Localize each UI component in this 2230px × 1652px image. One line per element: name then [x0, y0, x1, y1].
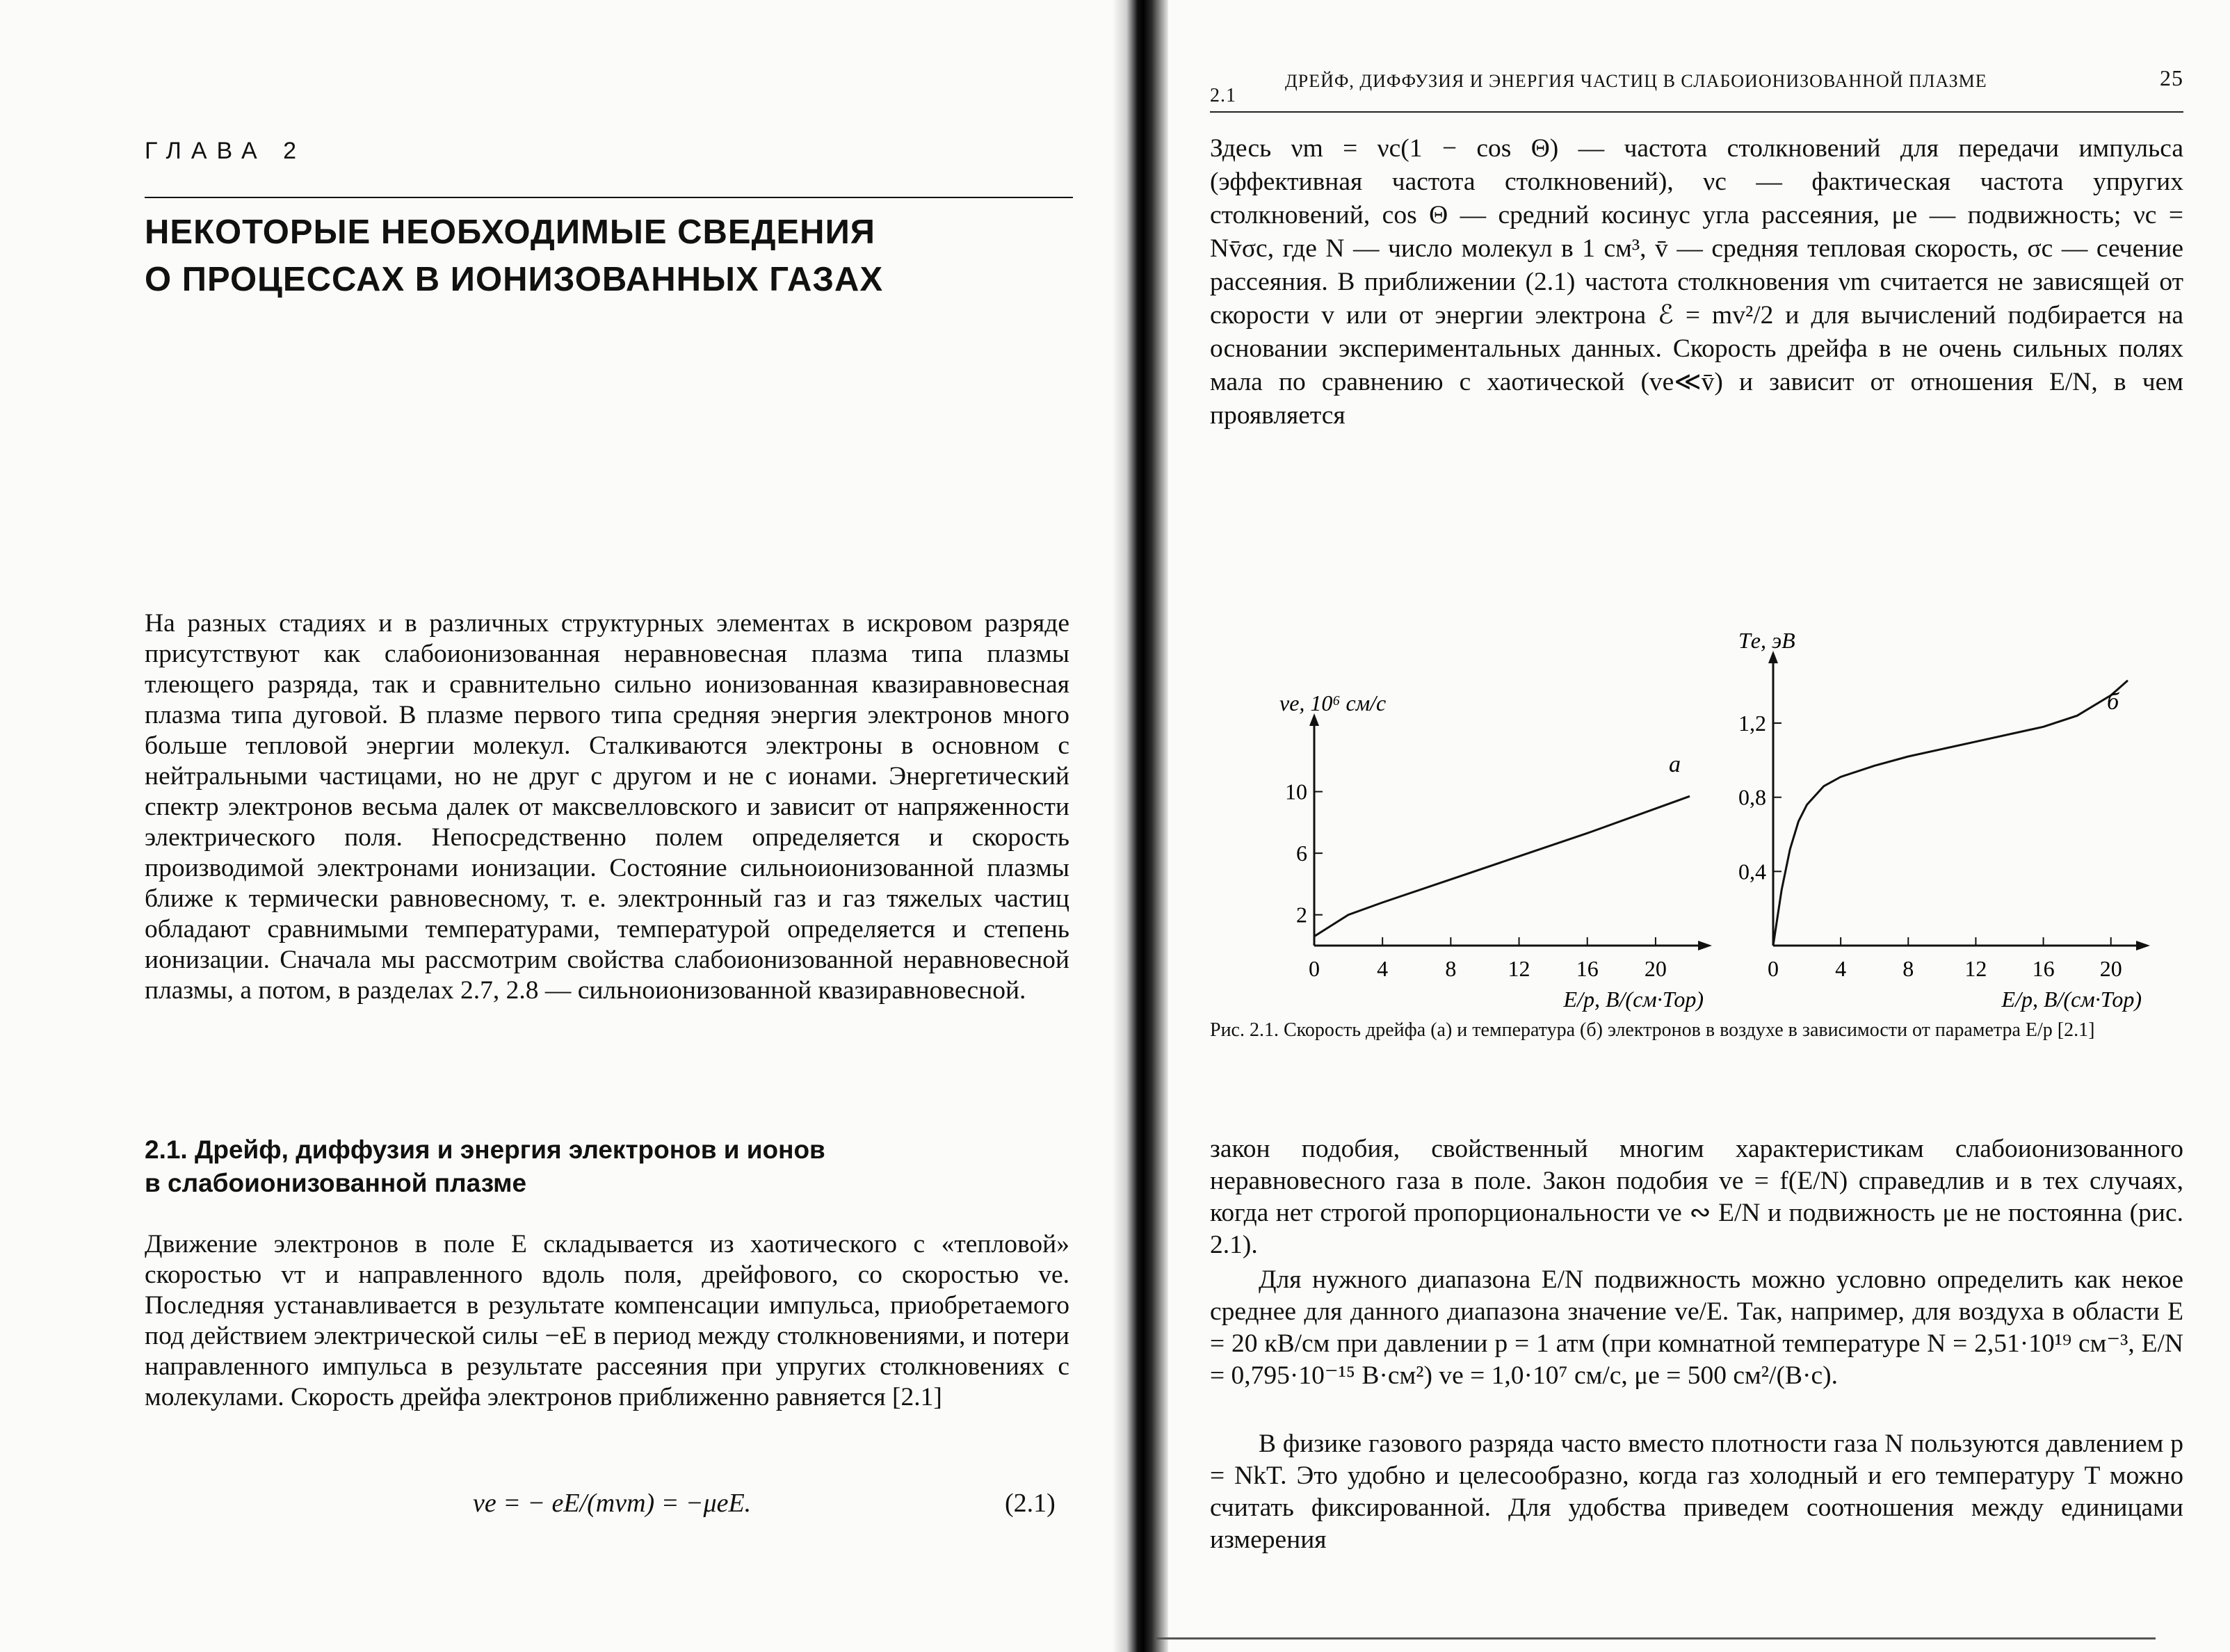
- page-number: 25: [2160, 65, 2183, 90]
- right-page: [1154, 0, 2230, 1652]
- x-tick-label: 12: [1964, 956, 1987, 981]
- x-axis-label: E/p, В/(см·Тор): [1563, 987, 1704, 1012]
- figure-caption: Рис. 2.1. Скорость дрейфа (а) и температура (б) электронов в воздухе в зависимости от параметра E/p [2.1]: [1210, 1019, 2095, 1041]
- x-tick-label: 20: [1644, 956, 1667, 981]
- chapter-divider: [145, 197, 1073, 198]
- x-tick-label: 8: [1445, 956, 1457, 981]
- chart-drift-velocity: [1279, 690, 1712, 1012]
- right-paragraph-3: Для нужного диапазона E/N подвижность можно условно определить как некое среднее для данного диапазона значение vе/E. Так, например, для воздуха в области E = 20 кВ/см при давлении p = 1 атм (при комнатной температуре N = 2,51·10¹⁹ см⁻³, E/N = 0,795·10⁻¹⁵ В·см²) vе = 1,0·10⁷ см/с, μе = 500 см²/(В·с).: [1210, 1265, 2183, 1390]
- y-axis-label: vе, 10⁶ см/с: [1279, 690, 1387, 715]
- x-tick-label: 20: [2099, 956, 2122, 981]
- x-tick-label: 4: [1377, 956, 1389, 981]
- drift-paragraph: Движение электронов в поле E складывается из хаотического с «тепловой» скоростью vт и направленного вдоль поля, дрейфового, со скоростью vе. Последняя устанавливается в результате компенсации импульса, приобретаемого под действием электрической силы −eE в период между столкновениями, и потери направленного импульса в результате рассеяния при упругих столкновениях с молекулами. Скорость дрейфа электронов приближенно равняется [2.1]: [145, 1230, 1069, 1411]
- intro-paragraph: На разных стадиях и в различных структурных элементах в искровом разряде присутствуют как слабоионизованная неравновесная плазма типа плазмы тлеющего разряда, так и сравнительно сильно ионизованная квазиравновесная плазма типа дуговой. В плазме первого типа средняя энергия электронов много больше тепловой энергии молекул. Сталкиваются электроны в основном с нейтральными частицами, но не друг с другом и не с ионами. Энергетический спектр электронов весьма далек от максвелловского и зависит от напряженности электрического поля. Непосредственно полем определяется и скорость производимой электронами ионизации. Состояние сильноионизованной плазмы ближе к термически равновесному, т. е. электронный газ и газ тяжелых частиц обладают сравнимыми температурами, температурой определяется и степень ионизации. Сначала мы рассмотрим свойства слабоионизованной неравновесной плазмы, а потом, в разделах 2.7, 2.8 — сильноионизованной квазиравновесной.: [145, 609, 1069, 1005]
- panel-label: а: [1669, 752, 1681, 777]
- y-axis-label: Tе, эВ: [1738, 628, 1795, 653]
- running-head-section: 2.1: [1210, 85, 1236, 106]
- section-heading-line2: в слабоионизованной плазме: [145, 1169, 527, 1197]
- x-tick-label: 16: [2032, 956, 2055, 981]
- x-axis-arrow: [2136, 941, 2150, 950]
- panel-label: б: [2107, 689, 2119, 715]
- y-tick-label: 0,4: [1738, 859, 1766, 884]
- y-tick-label: 2: [1296, 902, 1307, 928]
- x-tick-label: 16: [1576, 956, 1599, 981]
- y-tick-label: 10: [1285, 779, 1307, 804]
- drift-formula: vе = − eE/(mνm) = −μеE.: [473, 1489, 752, 1518]
- x-axis-label: E/p, В/(см·Тор): [2001, 987, 2142, 1012]
- right-paragraph-4: В физике газового разряда часто вместо плотности газа N пользуются давлением p = NkT. Это удобно и целесообразно, когда газ холодный и его температуру T можно считать фиксированной. Для удобства приведем соотношения между единицами измерения: [1210, 1430, 2183, 1554]
- figure-2-1: [1203, 501, 2190, 1015]
- chapter-title-line1: НЕКОТОРЫЕ НЕОБХОДИМЫЕ СВЕДЕНИЯ: [145, 213, 876, 251]
- right-paragraph-1: Здесь νm = νc(1 − cos Θ) — частота столкновений для передачи импульса (эффективная частота столкновений), νc — фактическая частота упругих столкновений, cos Θ — средний косинус угла рассеяния, μе — подвижность; νc = Nv̄σc, где N — число молекул в 1 см³, v̄ — средняя тепловая скорость, σc — сечение рассеяния. В приближении (2.1) частота столкновения νm считается не зависящей от скорости v или от энергии электрона ℰ = mv²/2 и для вычислений подбирается на основании экспериментальных данных. Скорость дрейфа в не очень сильных полях мала по сравнению с хаотической (vе≪v̄) и зависит от отношения E/N, в чем проявляется: [1210, 134, 2183, 430]
- formula-number: (2.1): [1005, 1489, 1056, 1518]
- chapter-label: ГЛАВА 2: [145, 138, 307, 164]
- chart-electron-temperature: [1738, 628, 2150, 1012]
- section-heading: [145, 1133, 1069, 1200]
- data-curve: [1314, 796, 1690, 937]
- running-head-rule: [1210, 111, 2183, 113]
- chapter-title-line2: О ПРОЦЕССАХ В ИОНИЗОВАННЫХ ГАЗАХ: [145, 261, 884, 298]
- chapter-title: [145, 209, 883, 303]
- x-tick-label: 0: [1309, 956, 1320, 981]
- x-tick-label: 12: [1508, 956, 1530, 981]
- y-tick-label: 6: [1296, 841, 1307, 866]
- x-axis-arrow: [1698, 941, 1712, 950]
- x-tick-label: 4: [1835, 956, 1847, 981]
- section-heading-line1: 2.1. Дрейф, диффузия и энергия электронов и ионов: [145, 1135, 825, 1164]
- bottom-page-edge: [1154, 1637, 2156, 1639]
- data-curve: [1773, 681, 2128, 946]
- x-tick-label: 8: [1902, 956, 1914, 981]
- y-tick-label: 0,8: [1738, 784, 1766, 810]
- x-tick-label: 0: [1768, 956, 1779, 981]
- running-head-title: ДРЕЙФ, ДИФФУЗИЯ И ЭНЕРГИЯ ЧАСТИЦ В СЛАБОИОНИЗОВАННОЙ ПЛАЗМЕ: [1285, 71, 1987, 91]
- right-paragraph-2: закон подобия, свойственный многим характеристикам слабоионизованного неравновесного газа в поле. Закон подобия vе = f(E/N) справедлив и в тех случаях, когда нет строгой пропорциональности vе ∾ E/N и подвижность μе не постоянна (рис. 2.1).: [1210, 1135, 2183, 1259]
- y-tick-label: 1,2: [1738, 711, 1766, 736]
